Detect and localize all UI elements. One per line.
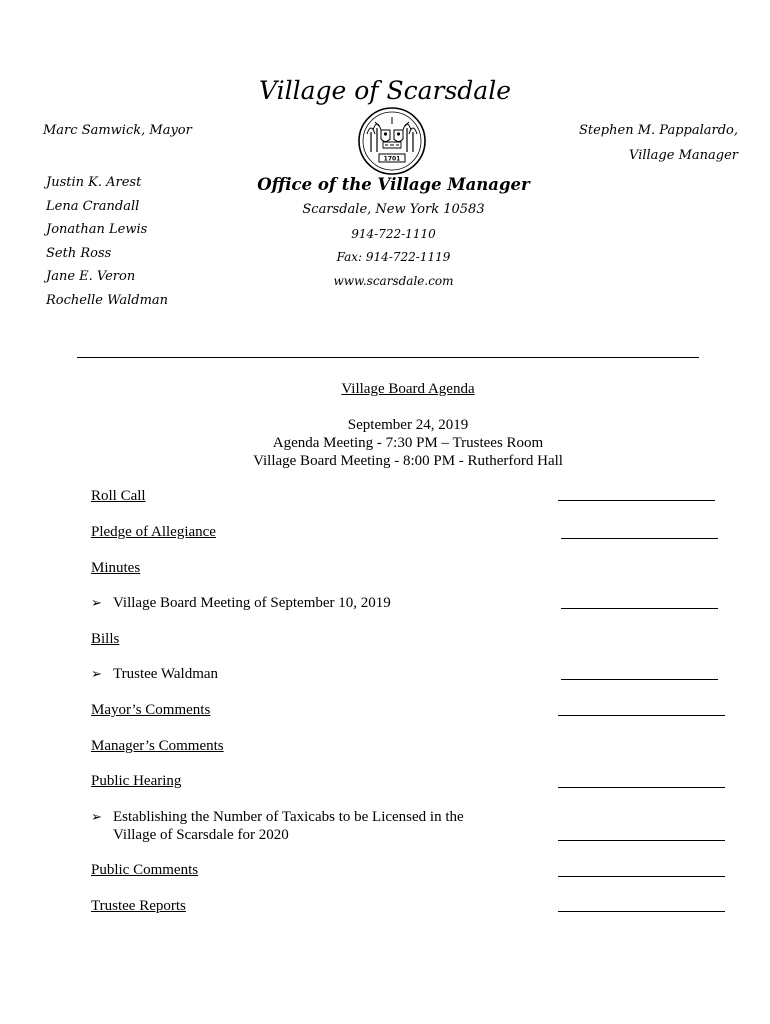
item-managers-comments: Manager’s Comments xyxy=(91,738,224,754)
mayor-name: Marc Samwick, Mayor xyxy=(43,123,192,138)
trustee-name: Seth Ross xyxy=(46,245,112,261)
signature-blank xyxy=(558,500,715,501)
item-trustee-reports: Trustee Reports xyxy=(91,898,186,914)
subitem-text: Establishing the Number of Taxicabs to be Licensed in the xyxy=(113,809,464,825)
arrow-bullet-icon: ➢ xyxy=(91,810,102,825)
signature-blank xyxy=(558,876,725,877)
village-seal-icon xyxy=(357,106,427,176)
signature-blank xyxy=(561,538,718,539)
item-roll-call: Roll Call xyxy=(91,488,146,504)
signature-blank xyxy=(558,715,725,716)
office-phone: 914-722-1110 xyxy=(351,227,436,241)
arrow-bullet-icon: ➢ xyxy=(91,596,102,611)
trustee-name: Jane E. Veron xyxy=(46,269,136,284)
signature-blank xyxy=(561,679,718,680)
signature-blank xyxy=(561,608,718,609)
subitem-text: Village Board Meeting of September 10, 2019 xyxy=(113,595,391,611)
subitem-minutes xyxy=(91,594,391,613)
manager-name: Stephen M. Pappalardo, xyxy=(578,123,738,138)
agenda-meeting-time: Agenda Meeting - 7:30 PM – Trustees Room xyxy=(272,435,544,451)
item-public-hearing: Public Hearing xyxy=(91,773,182,789)
trustee-name: Lena Crandall xyxy=(46,198,140,214)
trustee-name: Jonathan Lewis xyxy=(46,222,148,237)
subitem-bills xyxy=(91,665,218,684)
trustee-list xyxy=(46,173,168,314)
agenda-title: Village Board Agenda xyxy=(341,381,475,397)
signature-blank xyxy=(558,840,725,841)
office-website: www.scarsdale.com xyxy=(333,274,454,288)
arrow-bullet-icon: ➢ xyxy=(91,667,102,682)
manager-title: Village Manager xyxy=(629,148,738,163)
board-meeting-time: Village Board Meeting - 8:00 PM - Rutherford Hall xyxy=(253,453,563,469)
signature-blank xyxy=(558,787,725,788)
subitem-text-continued: Village of Scarsdale for 2020 xyxy=(113,827,289,843)
item-mayors-comments: Mayor’s Comments xyxy=(91,702,211,718)
letterhead-title: Village of Scarsdale xyxy=(258,76,511,105)
item-bills: Bills xyxy=(91,631,120,647)
header-divider xyxy=(77,357,699,358)
trustee-name: Rochelle Waldman xyxy=(46,292,169,308)
item-pledge: Pledge of Allegiance xyxy=(91,524,216,540)
seal-year: 1701 xyxy=(383,155,401,163)
agenda-date: September 24, 2019 xyxy=(347,417,469,433)
signature-blank xyxy=(558,911,725,912)
subitem-public-hearing xyxy=(91,808,464,827)
trustee-name: Justin K. Arest xyxy=(46,175,142,190)
subitem-text: Trustee Waldman xyxy=(113,666,219,682)
item-public-comments: Public Comments xyxy=(91,862,199,878)
office-fax: Fax: 914-722-1119 xyxy=(336,250,451,264)
office-address: Scarsdale, New York 10583 xyxy=(302,202,485,217)
item-minutes: Minutes xyxy=(91,560,141,576)
office-title: Office of the Village Manager xyxy=(257,175,530,194)
